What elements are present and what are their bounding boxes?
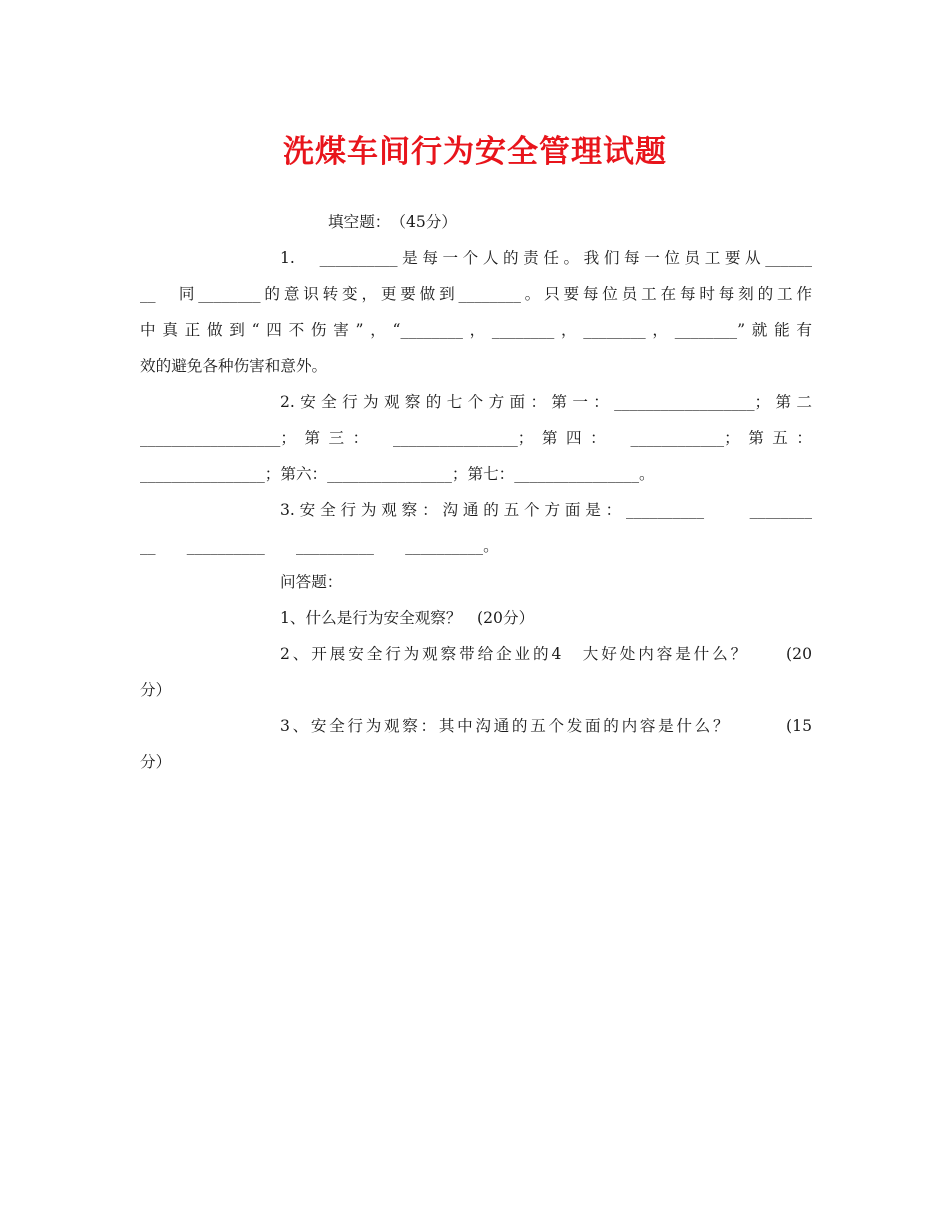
question-1-line-4: 效的避免各种伤害和意外。 <box>140 357 328 375</box>
short-answer-question-3-line-2: 分） <box>140 753 172 771</box>
document-title: 洗煤车间行为安全管理试题 <box>283 134 667 170</box>
short-answer-question-2-line-1: 2、开展安全行为观察带给企业的4 大好处内容是什么？ (20 <box>280 645 812 663</box>
question-2-line-1: 2.安全行为观察的七个方面：第一：__________________；第二 <box>280 393 812 411</box>
document-body <box>140 204 812 780</box>
question-2-line-3: ________________；第六：________________；第七：________________。 <box>140 465 655 483</box>
short-answer-question-2-line-2: 分） <box>140 681 172 699</box>
question-3-line-1: 3.安全行为观察：沟通的五个方面是：__________ ________ <box>280 501 812 519</box>
short-answer-question-3-line-1: 3、安全行为观察：其中沟通的五个发面的内容是什么？ (15 <box>280 717 812 735</box>
question-1-line-2: __ 同________的意识转变，更要做到________。只要每位员工在每时每刻的工作 <box>140 285 812 303</box>
fill-in-heading: 填空题： （45分） <box>328 213 457 231</box>
short-answer-question-1: 1、什么是行为安全观察？ (20分） <box>280 609 535 627</box>
short-answer-heading: 问答题： <box>280 573 343 591</box>
question-1-line-3: 中真正做到“四不伤害”，“________，________，________，________”就能有 <box>140 321 812 339</box>
question-3-line-2: __ __________ __________ __________。 <box>140 537 499 555</box>
question-1-line-1: 1. __________是每一个人的责任。我们每一位员工要从______ <box>280 249 812 267</box>
question-2-line-2: __________________；第三： ________________；第四： ____________；第五： <box>140 429 812 447</box>
